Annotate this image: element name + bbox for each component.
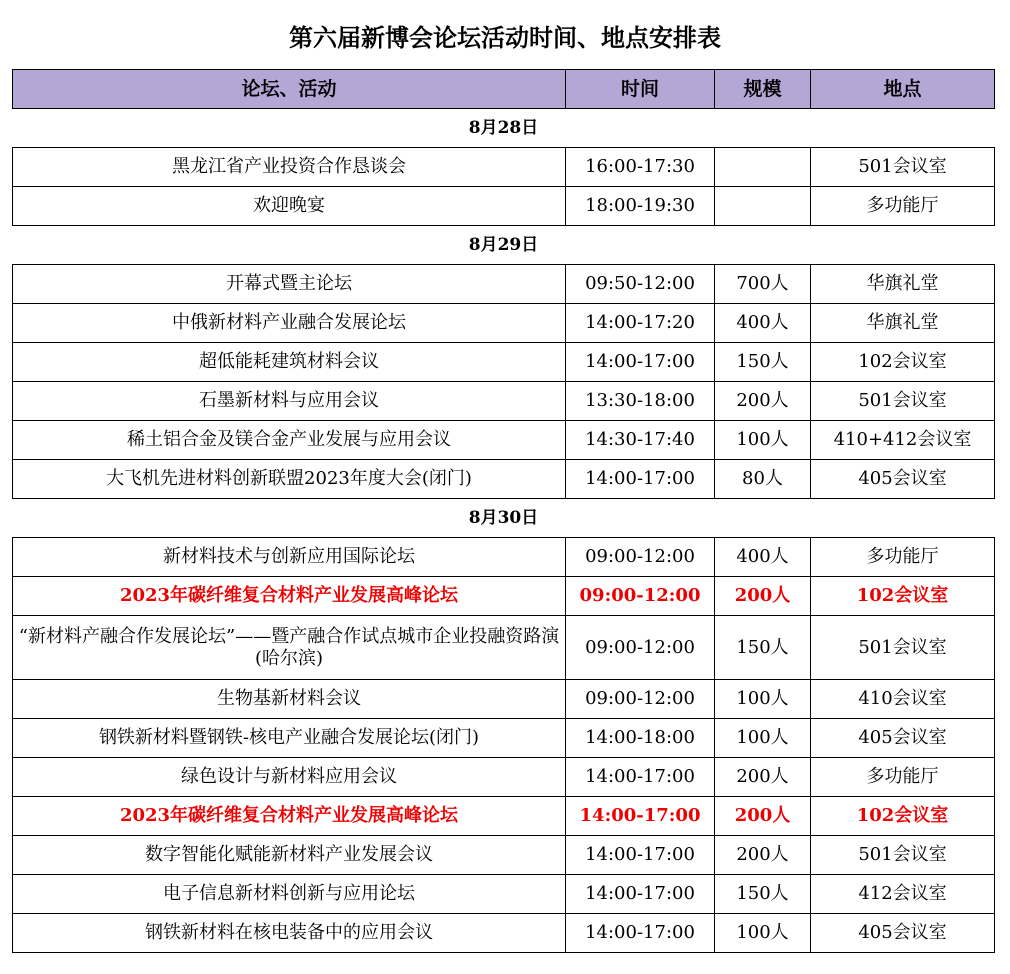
cell-forum: 钢铁新材料在核电装备中的应用会议 (13, 914, 566, 953)
cell-venue: 405会议室 (811, 719, 995, 758)
cell-scale: 150人 (715, 875, 811, 914)
cell-venue: 501会议室 (811, 836, 995, 875)
cell-time: 14:30-17:40 (566, 421, 715, 460)
cell-venue: 410会议室 (811, 680, 995, 719)
table-row (13, 836, 995, 875)
cell-scale (715, 148, 811, 187)
cell-time: 14:00-17:00 (566, 460, 715, 499)
table-row (13, 914, 995, 953)
column-header-scale: 规模 (715, 70, 811, 109)
table-row (13, 421, 995, 460)
cell-forum: 石墨新材料与应用会议 (13, 382, 566, 421)
cell-forum: 大飞机先进材料创新联盟2023年度大会(闭门) (13, 460, 566, 499)
cell-scale: 150人 (715, 616, 811, 680)
table-row (13, 680, 995, 719)
cell-forum: 中俄新材料产业融合发展论坛 (13, 304, 566, 343)
cell-forum: 开幕式暨主论坛 (13, 265, 566, 304)
cell-venue: 多功能厅 (811, 538, 995, 577)
cell-forum: 生物基新材料会议 (13, 680, 566, 719)
cell-forum: 2023年碳纤维复合材料产业发展高峰论坛 (13, 577, 566, 616)
table-row (13, 265, 995, 304)
cell-scale: 150人 (715, 343, 811, 382)
cell-time: 14:00-17:20 (566, 304, 715, 343)
table-row (13, 758, 995, 797)
cell-forum: 黑龙江省产业投资合作恳谈会 (13, 148, 566, 187)
cell-forum: 稀土铝合金及镁合金产业发展与应用会议 (13, 421, 566, 460)
date-heading: 8月28日 (13, 109, 995, 148)
header-row (13, 70, 995, 109)
date-heading: 8月29日 (13, 226, 995, 265)
table-row (13, 187, 995, 226)
date-row (13, 226, 995, 265)
table-row (13, 148, 995, 187)
cell-scale: 200人 (715, 382, 811, 421)
cell-forum: 数字智能化赋能新材料产业发展会议 (13, 836, 566, 875)
cell-time: 14:00-17:00 (566, 343, 715, 382)
cell-time: 14:00-17:00 (566, 914, 715, 953)
cell-time: 14:00-18:00 (566, 719, 715, 758)
cell-forum: “新材料产融合作发展论坛”——暨产融合作试点城市企业投融资路演(哈尔滨) (13, 616, 566, 680)
date-heading: 8月30日 (13, 499, 995, 538)
cell-forum: 超低能耗建筑材料会议 (13, 343, 566, 382)
cell-forum: 电子信息新材料创新与应用论坛 (13, 875, 566, 914)
cell-scale: 200人 (715, 836, 811, 875)
cell-scale: 400人 (715, 304, 811, 343)
cell-venue: 501会议室 (811, 148, 995, 187)
table-row (13, 577, 995, 616)
cell-scale: 80人 (715, 460, 811, 499)
table-row (13, 343, 995, 382)
cell-scale: 200人 (715, 758, 811, 797)
cell-venue: 多功能厅 (811, 758, 995, 797)
cell-time: 14:00-17:00 (566, 758, 715, 797)
cell-venue: 102会议室 (811, 577, 995, 616)
cell-scale: 100人 (715, 421, 811, 460)
cell-forum: 绿色设计与新材料应用会议 (13, 758, 566, 797)
cell-scale: 200人 (715, 797, 811, 836)
cell-forum: 新材料技术与创新应用国际论坛 (13, 538, 566, 577)
cell-time: 09:00-12:00 (566, 577, 715, 616)
cell-time: 14:00-17:00 (566, 797, 715, 836)
cell-scale: 200人 (715, 577, 811, 616)
cell-time: 14:00-17:00 (566, 875, 715, 914)
cell-time: 13:30-18:00 (566, 382, 715, 421)
cell-venue: 410+412会议室 (811, 421, 995, 460)
cell-venue: 501会议室 (811, 382, 995, 421)
table-row (13, 719, 995, 758)
column-header-forum: 论坛、活动 (13, 70, 566, 109)
cell-venue: 412会议室 (811, 875, 995, 914)
cell-scale (715, 187, 811, 226)
date-row (13, 109, 995, 148)
page-title: 第六届新博会论坛活动时间、地点安排表 (289, 23, 721, 52)
table-row (13, 616, 995, 680)
schedule-table (12, 69, 995, 953)
cell-venue: 501会议室 (811, 616, 995, 680)
cell-time: 09:00-12:00 (566, 616, 715, 680)
cell-venue: 华旗礼堂 (811, 304, 995, 343)
cell-venue: 102会议室 (811, 343, 995, 382)
cell-venue: 多功能厅 (811, 187, 995, 226)
cell-venue: 405会议室 (811, 914, 995, 953)
cell-time: 09:00-12:00 (566, 538, 715, 577)
cell-scale: 100人 (715, 914, 811, 953)
cell-venue: 405会议室 (811, 460, 995, 499)
cell-scale: 700人 (715, 265, 811, 304)
table-row (13, 797, 995, 836)
cell-time: 09:00-12:00 (566, 680, 715, 719)
cell-time: 14:00-17:00 (566, 836, 715, 875)
cell-scale: 400人 (715, 538, 811, 577)
table-row (13, 304, 995, 343)
date-row (13, 499, 995, 538)
cell-scale: 100人 (715, 719, 811, 758)
column-header-venue: 地点 (811, 70, 995, 109)
cell-time: 18:00-19:30 (566, 187, 715, 226)
cell-forum: 欢迎晚宴 (13, 187, 566, 226)
table-row (13, 875, 995, 914)
cell-forum: 2023年碳纤维复合材料产业发展高峰论坛 (13, 797, 566, 836)
cell-time: 16:00-17:30 (566, 148, 715, 187)
cell-time: 09:50-12:00 (566, 265, 715, 304)
cell-forum: 钢铁新材料暨钢铁-核电产业融合发展论坛(闭门) (13, 719, 566, 758)
cell-scale: 100人 (715, 680, 811, 719)
schedule-body (13, 109, 995, 953)
column-header-time: 时间 (566, 70, 715, 109)
table-row (13, 382, 995, 421)
cell-venue: 102会议室 (811, 797, 995, 836)
table-row (13, 460, 995, 499)
cell-venue: 华旗礼堂 (811, 265, 995, 304)
table-row (13, 538, 995, 577)
